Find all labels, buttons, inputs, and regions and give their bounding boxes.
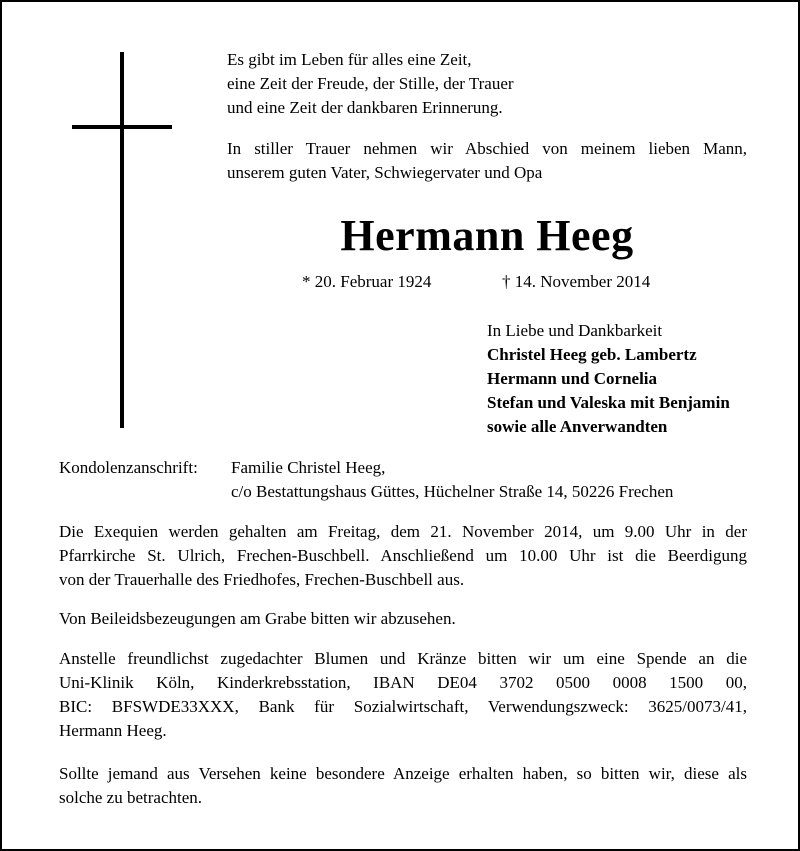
motto-line: eine Zeit der Freude, der Stille, der Trauer	[227, 74, 514, 93]
intro-line: In stiller Trauer nehmen wir Abschied von meinem lieben Mann,	[227, 139, 747, 158]
cross-icon-bar	[72, 125, 172, 129]
mourners-list	[487, 319, 730, 439]
condolence-address-line: Familie Christel Heeg,	[231, 458, 386, 477]
exequies-paragraph	[59, 520, 747, 592]
birth-date: * 20. Februar 1924	[302, 272, 432, 291]
condolence-address-line: c/o Bestattungshaus Güttes, Hüchelner Straße 14, 50226 Frechen	[231, 482, 674, 501]
motto-line: und eine Zeit der dankbaren Erinnerung.	[227, 98, 503, 117]
death-date: † 14. November 2014	[502, 272, 651, 291]
condolence-address	[231, 456, 673, 504]
mourner-name: sowie alle Anverwandten	[487, 417, 668, 436]
mourners-intro: In Liebe und Dankbarkeit	[487, 321, 663, 340]
paragraph-line: Von Beileidsbezeugungen am Grabe bitten wir abzusehen.	[59, 609, 456, 628]
paragraph-line: Hermann Heeg.	[59, 721, 167, 740]
paragraph-line: Anstelle freundlichst zugedachter Blumen und Kränze bitten wir um eine Spende an die	[59, 649, 747, 668]
intro-line: unserem guten Vater, Schwiegervater und Opa	[227, 163, 543, 182]
motto-verse	[227, 48, 767, 120]
mourner-name: Christel Heeg geb. Lambertz	[487, 345, 697, 364]
intro-text	[227, 137, 747, 185]
cross-icon	[120, 52, 124, 428]
paragraph-line: Sollte jemand aus Versehen keine besondere Anzeige erhalten haben, so bitten wir, diese als	[59, 764, 747, 783]
donation-paragraph	[59, 647, 747, 743]
condolence-label: Kondolenzanschrift:	[59, 458, 198, 477]
paragraph-line: solche zu betrachten.	[59, 788, 203, 807]
condolences-note-paragraph	[59, 607, 747, 631]
paragraph-line: Pfarrkirche St. Ulrich, Frechen-Buschbell. Anschließend um 10.00 Uhr ist die Beerdigung	[59, 546, 747, 565]
mourner-name: Stefan und Valeska mit Benjamin	[487, 393, 730, 412]
notice-paragraph	[59, 762, 747, 810]
paragraph-line: BIC: BFSWDE33XXX, Bank für Sozialwirtschaft, Verwendungszweck: 3625/0073/41,	[59, 697, 747, 716]
deceased-name: Hermann Heeg	[340, 211, 634, 260]
paragraph-line: Die Exequien werden gehalten am Freitag, dem 21. November 2014, um 9.00 Uhr in der	[59, 522, 747, 541]
paragraph-line: Uni-Klinik Köln, Kinderkrebsstation, IBAN DE04 3702 0500 0008 1500 00,	[59, 673, 747, 692]
mourner-name: Hermann und Cornelia	[487, 369, 658, 388]
paragraph-line: von der Trauerhalle des Friedhofes, Frechen-Buschbell aus.	[59, 570, 465, 589]
motto-line: Es gibt im Leben für alles eine Zeit,	[227, 50, 472, 69]
